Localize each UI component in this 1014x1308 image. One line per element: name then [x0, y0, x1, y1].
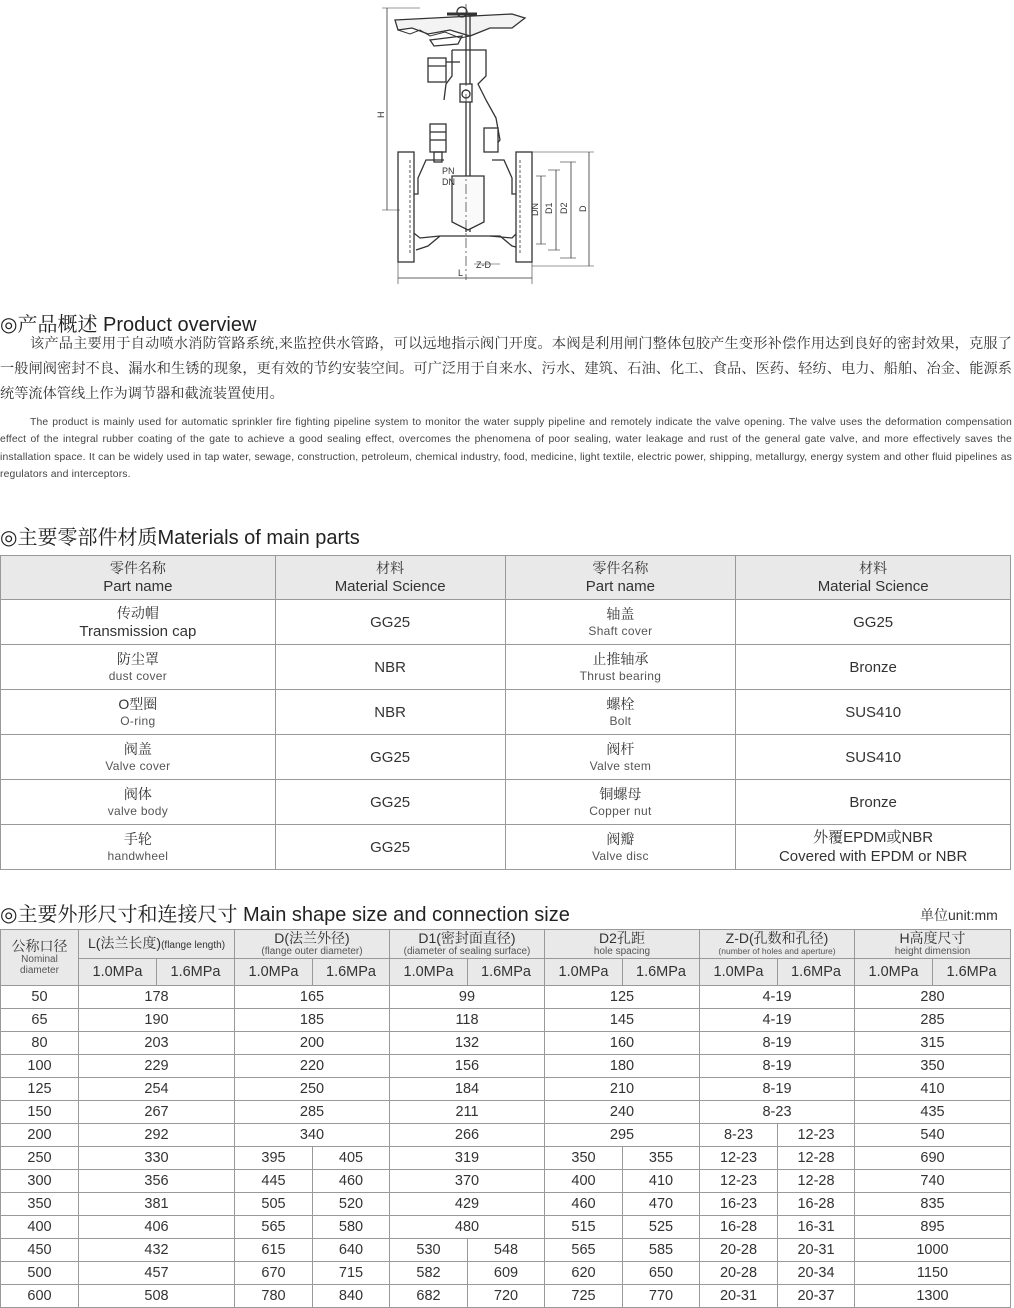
pressure-cell: 1.0MPa [390, 959, 468, 986]
material-cell: NBR [275, 645, 505, 690]
pressure-cell: 1.0MPa [79, 959, 157, 986]
overview-title: ◎产品概述 Product overview [0, 314, 257, 336]
material-cell: Bronze [736, 645, 1011, 690]
table-row [1, 1124, 1011, 1147]
d2-cell: 125 [545, 986, 700, 1009]
pressure-header-row [1, 959, 1011, 986]
part-cell: 轴盖 Shaft cover [505, 600, 736, 645]
d-cell: 340 [235, 1124, 390, 1147]
dimensions-table [0, 929, 1011, 1308]
table-row [1, 1239, 1011, 1262]
d-cell: 460 [313, 1170, 390, 1193]
d2-cell: 565 [545, 1239, 623, 1262]
table-row [1, 645, 1011, 690]
unit-label: 单位unit:mm [920, 907, 998, 923]
l-cell: 178 [79, 986, 235, 1009]
h-cell: 835 [855, 1193, 1011, 1216]
dim-header-row [1, 930, 1011, 959]
nominal-cell: 150 [1, 1101, 79, 1124]
d-cell: 200 [235, 1032, 390, 1055]
nominal-cell: 80 [1, 1032, 79, 1055]
zd-cell: 20-31 [778, 1239, 855, 1262]
material-cell: GG25 [275, 735, 505, 780]
d2-cell: 515 [545, 1216, 623, 1239]
part-cell: 传动帽 Transmission cap [1, 600, 276, 645]
d2-cell: 620 [545, 1262, 623, 1285]
part-cell: 阀体 valve body [1, 780, 276, 825]
material-cell: GG25 [736, 600, 1011, 645]
material-cell: GG25 [275, 600, 505, 645]
table-row [1, 1262, 1011, 1285]
label-d1: D1 [544, 202, 554, 214]
d2-cell: 585 [623, 1239, 700, 1262]
d2-cell: 210 [545, 1078, 700, 1101]
nominal-cell: 100 [1, 1055, 79, 1078]
h-cell: 280 [855, 986, 1011, 1009]
d-cell: 285 [235, 1101, 390, 1124]
overview-zh-text: 该产品主要用于自动喷水消防管路系统,来监控供水管路，可以远地指示阀门开度。本阀是利用闸门整体包胶产生变形补偿作用达到良好的密封效果，克服了一般闸阀密封不良、漏水和生锈的现象，更有效的节约安装空间。可广泛用于自来水、污水、建筑、石油、化工、食品、医药、轻纺、电力、船舶、冶金、能源系统等流体管线上作为调节器和截流装置使用。 [0, 336, 1012, 402]
l-cell: 508 [79, 1285, 235, 1308]
d-cell: 445 [235, 1170, 313, 1193]
h-cell: 1000 [855, 1239, 1011, 1262]
pressure-cell: 1.6MPa [778, 959, 855, 986]
d1-cell: 132 [390, 1032, 545, 1055]
d2-cell: 180 [545, 1055, 700, 1078]
zd-cell: 4-19 [700, 986, 855, 1009]
d-cell: 165 [235, 986, 390, 1009]
label-l: L [458, 268, 464, 278]
pressure-cell: 1.6MPa [313, 959, 390, 986]
l-cell: 229 [79, 1055, 235, 1078]
d2-cell: 160 [545, 1032, 700, 1055]
part-cell: 螺栓 Bolt [505, 690, 736, 735]
nominal-cell: 65 [1, 1009, 79, 1032]
nominal-cell: 50 [1, 986, 79, 1009]
d1-cell: 266 [390, 1124, 545, 1147]
d-cell: 250 [235, 1078, 390, 1101]
d1-cell: 720 [468, 1285, 545, 1308]
part-cell: 阀瓣 Valve disc [505, 825, 736, 870]
l-cell: 457 [79, 1262, 235, 1285]
label-d: D [578, 205, 588, 212]
zd-cell: 12-28 [778, 1170, 855, 1193]
l-cell: 190 [79, 1009, 235, 1032]
header-cell: 零件名称 Part name [505, 556, 736, 600]
zd-cell: 16-23 [700, 1193, 778, 1216]
h-cell: 285 [855, 1009, 1011, 1032]
pressure-cell: 1.0MPa [700, 959, 778, 986]
table-row [1, 600, 1011, 645]
l-cell: 432 [79, 1239, 235, 1262]
nominal-cell: 500 [1, 1262, 79, 1285]
d1-cell: 211 [390, 1101, 545, 1124]
h-cell: 740 [855, 1170, 1011, 1193]
d-cell: 220 [235, 1055, 390, 1078]
table-row [1, 1147, 1011, 1170]
materials-title: ◎主要零部件材质Materials of main parts [0, 527, 360, 549]
material-cell: Bronze [736, 780, 1011, 825]
nominal-cell: 350 [1, 1193, 79, 1216]
l-cell: 381 [79, 1193, 235, 1216]
pressure-cell: 1.6MPa [157, 959, 235, 986]
l-cell: 330 [79, 1147, 235, 1170]
d1-cell: 118 [390, 1009, 545, 1032]
zd-cell: 8-19 [700, 1055, 855, 1078]
part-cell: 阀盖 Valve cover [1, 735, 276, 780]
nominal-cell: 400 [1, 1216, 79, 1239]
nominal-header: 公称口径 Nominal diameter [1, 930, 79, 986]
d1-cell: 530 [390, 1239, 468, 1262]
d-cell: 405 [313, 1147, 390, 1170]
table-row [1, 690, 1011, 735]
header-cell: 零件名称 Part name [1, 556, 276, 600]
d1-cell: 99 [390, 986, 545, 1009]
d-cell: 780 [235, 1285, 313, 1308]
d2-cell: 525 [623, 1216, 700, 1239]
header-cell: 材料 Material Science [736, 556, 1011, 600]
d1-cell: 370 [390, 1170, 545, 1193]
l-cell: 292 [79, 1124, 235, 1147]
zd-cell: 8-23 [700, 1124, 778, 1147]
material-cell: SUS410 [736, 735, 1011, 780]
table-row [1, 1193, 1011, 1216]
table-row [1, 986, 1011, 1009]
table-row [1, 1216, 1011, 1239]
table-row [1, 1101, 1011, 1124]
l-cell: 356 [79, 1170, 235, 1193]
zd-cell: 12-23 [700, 1147, 778, 1170]
d1-cell: 319 [390, 1147, 545, 1170]
d-header: D(法兰外径) (flange outer diameter) [235, 930, 390, 959]
h-cell: 1150 [855, 1262, 1011, 1285]
zd-cell: 12-28 [778, 1147, 855, 1170]
h-cell: 435 [855, 1101, 1011, 1124]
h-cell: 895 [855, 1216, 1011, 1239]
d1-cell: 156 [390, 1055, 545, 1078]
label-d2: D2 [559, 202, 569, 214]
h-header: H高度尺寸 height dimension [855, 930, 1011, 959]
l-cell: 406 [79, 1216, 235, 1239]
d2-cell: 355 [623, 1147, 700, 1170]
overview-en-text: The product is mainly used for automatic sprinkler fire fighting pipeline system to monitor the water supply pipeline and remotely indicate the valve opening. The valve uses the deformation compensation effect of the integral rubber coating of the gate to achieve a good sealing effect, overcomes the phenomena of poor sealing, water leakage and rust of the general gate valve, and more effectively saves the installation space. It can be widely used in tap water, sewage, construction, petroleum, chemical industry, food, medicine, light textile, electric power, shipping, metallurgy, energy system and other fluid pipelines as regulators and interceptors. [0, 417, 1012, 480]
nominal-cell: 125 [1, 1078, 79, 1101]
d2-cell: 650 [623, 1262, 700, 1285]
d1-header: D1(密封面直径) (diameter of sealing surface) [390, 930, 545, 959]
table-row [1, 825, 1011, 870]
valve-drawing [370, 0, 610, 290]
d2-cell: 460 [545, 1193, 623, 1216]
d1-cell: 682 [390, 1285, 468, 1308]
zd-cell: 8-19 [700, 1078, 855, 1101]
d-cell: 640 [313, 1239, 390, 1262]
h-cell: 315 [855, 1032, 1011, 1055]
materials-header-row [1, 556, 1011, 600]
d-cell: 505 [235, 1193, 313, 1216]
zd-header: Z-D(孔数和孔径) (number of holes and aperture) [700, 930, 855, 959]
zd-cell: 20-28 [700, 1262, 778, 1285]
material-cell: NBR [275, 690, 505, 735]
d-cell: 840 [313, 1285, 390, 1308]
d2-header: D2孔距 hole spacing [545, 930, 700, 959]
d1-cell: 582 [390, 1262, 468, 1285]
pressure-cell: 1.6MPa [933, 959, 1011, 986]
nominal-cell: 250 [1, 1147, 79, 1170]
d2-cell: 410 [623, 1170, 700, 1193]
part-cell: 止推轴承 Thrust bearing [505, 645, 736, 690]
d1-cell: 429 [390, 1193, 545, 1216]
d-cell: 715 [313, 1262, 390, 1285]
zd-cell: 20-31 [700, 1285, 778, 1308]
pressure-cell: 1.0MPa [855, 959, 933, 986]
pressure-cell: 1.0MPa [235, 959, 313, 986]
zd-cell: 20-34 [778, 1262, 855, 1285]
table-row [1, 735, 1011, 780]
zd-cell: 20-37 [778, 1285, 855, 1308]
label-pn: PN [442, 166, 455, 176]
d2-cell: 725 [545, 1285, 623, 1308]
table-row [1, 1055, 1011, 1078]
zd-cell: 16-31 [778, 1216, 855, 1239]
pressure-cell: 1.6MPa [468, 959, 545, 986]
part-cell: 阀杆 Valve stem [505, 735, 736, 780]
l-cell: 203 [79, 1032, 235, 1055]
materials-table [0, 555, 1011, 870]
d2-cell: 240 [545, 1101, 700, 1124]
zd-cell: 8-23 [700, 1101, 855, 1124]
d1-cell: 548 [468, 1239, 545, 1262]
table-row [1, 1009, 1011, 1032]
zd-cell: 12-23 [778, 1124, 855, 1147]
d-cell: 615 [235, 1239, 313, 1262]
dimensions-title: ◎主要外形尺寸和连接尺寸 Main shape size and connection size [0, 904, 570, 926]
d-cell: 395 [235, 1147, 313, 1170]
part-cell: 防尘罩 dust cover [1, 645, 276, 690]
d2-cell: 145 [545, 1009, 700, 1032]
d2-cell: 400 [545, 1170, 623, 1193]
zd-cell: 16-28 [778, 1193, 855, 1216]
l-cell: 267 [79, 1101, 235, 1124]
d1-cell: 480 [390, 1216, 545, 1239]
h-cell: 410 [855, 1078, 1011, 1101]
nominal-cell: 200 [1, 1124, 79, 1147]
table-row [1, 1285, 1011, 1308]
nominal-cell: 300 [1, 1170, 79, 1193]
h-cell: 690 [855, 1147, 1011, 1170]
d-cell: 185 [235, 1009, 390, 1032]
nominal-cell: 600 [1, 1285, 79, 1308]
table-row [1, 1032, 1011, 1055]
material-cell: SUS410 [736, 690, 1011, 735]
pressure-cell: 1.6MPa [623, 959, 700, 986]
d2-cell: 295 [545, 1124, 700, 1147]
pressure-cell: 1.0MPa [545, 959, 623, 986]
d2-cell: 770 [623, 1285, 700, 1308]
label-dn-body: DN [442, 177, 455, 187]
zd-cell: 16-28 [700, 1216, 778, 1239]
zd-cell: 20-28 [700, 1239, 778, 1262]
h-cell: 1300 [855, 1285, 1011, 1308]
material-cell: GG25 [275, 780, 505, 825]
label-h: H [376, 111, 386, 118]
part-cell: 手轮 handwheel [1, 825, 276, 870]
table-row [1, 1170, 1011, 1193]
material-cell: 外覆EPDM或NBR Covered with EPDM or NBR [736, 825, 1011, 870]
d-cell: 670 [235, 1262, 313, 1285]
d2-cell: 470 [623, 1193, 700, 1216]
d-cell: 520 [313, 1193, 390, 1216]
h-cell: 540 [855, 1124, 1011, 1147]
table-row [1, 780, 1011, 825]
d2-cell: 350 [545, 1147, 623, 1170]
h-cell: 350 [855, 1055, 1011, 1078]
d-cell: 565 [235, 1216, 313, 1239]
l-header: L(法兰长度)(flange length) [79, 930, 235, 959]
label-zd: Z-D [476, 260, 491, 270]
label-dn: DN [530, 203, 540, 216]
d1-cell: 184 [390, 1078, 545, 1101]
nominal-cell: 450 [1, 1239, 79, 1262]
zd-cell: 12-23 [700, 1170, 778, 1193]
d1-cell: 609 [468, 1262, 545, 1285]
part-cell: O型圈 O-ring [1, 690, 276, 735]
d-cell: 580 [313, 1216, 390, 1239]
header-cell: 材料 Material Science [275, 556, 505, 600]
table-row [1, 1078, 1011, 1101]
dimensions-body [1, 986, 1011, 1308]
material-cell: GG25 [275, 825, 505, 870]
l-cell: 254 [79, 1078, 235, 1101]
zd-cell: 8-19 [700, 1032, 855, 1055]
part-cell: 铜螺母 Copper nut [505, 780, 736, 825]
zd-cell: 4-19 [700, 1009, 855, 1032]
